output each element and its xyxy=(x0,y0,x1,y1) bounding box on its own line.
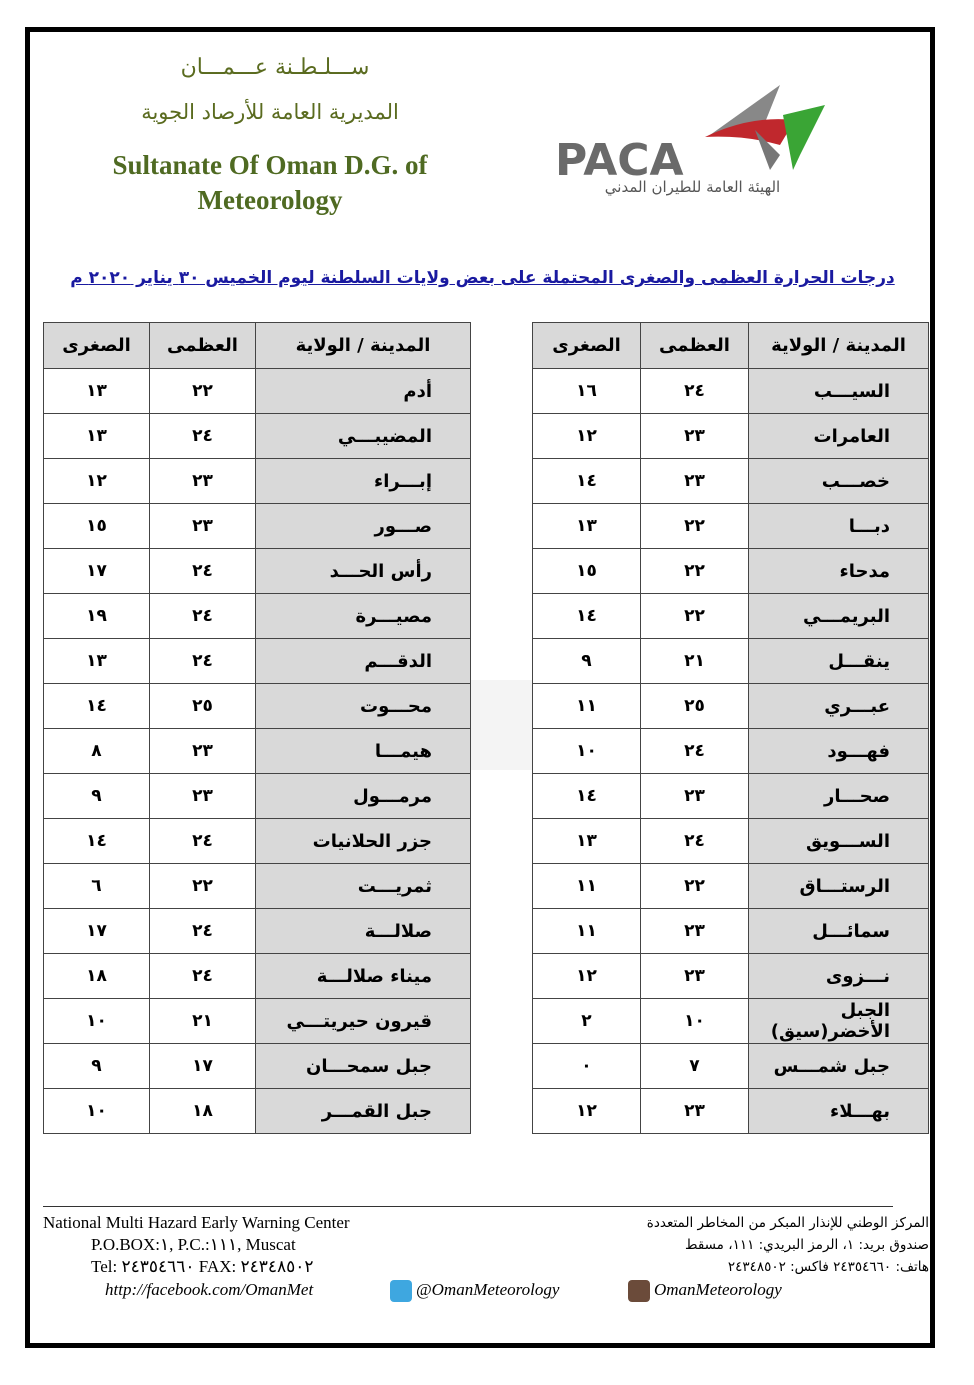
footer-phone-en: Tel: ٢٤٣٥٤٦٦٠ FAX: ٢٤٣٤٨٥٠٢ xyxy=(91,1257,314,1276)
city-cell: قيرون حيريتـــي xyxy=(256,999,471,1044)
table-row xyxy=(533,594,929,639)
left-forecast-table xyxy=(43,322,471,1134)
footer-center-name-en: National Multi Hazard Early Warning Center xyxy=(43,1213,350,1232)
column-header-city: المدينة / الولاية xyxy=(256,323,471,369)
table-row xyxy=(44,414,471,459)
table-row xyxy=(533,1089,929,1134)
table-header-row xyxy=(533,323,929,369)
min-temp-cell: ١٢ xyxy=(533,954,641,999)
min-temp-cell: ١٨ xyxy=(44,954,150,999)
table-row xyxy=(533,954,929,999)
min-temp-cell: ٩ xyxy=(44,1044,150,1089)
city-cell: المضيبـــي xyxy=(256,414,471,459)
city-cell: أدم xyxy=(256,369,471,414)
table-row xyxy=(533,414,929,459)
min-temp-cell: ١٠ xyxy=(44,1089,150,1134)
max-temp-cell: ٢٤ xyxy=(150,594,256,639)
table-header-row xyxy=(44,323,471,369)
city-cell: جزر الحلانيات xyxy=(256,819,471,864)
max-temp-cell: ٢٤ xyxy=(150,639,256,684)
max-temp-cell: ٢٣ xyxy=(641,459,749,504)
min-temp-cell: ١٥ xyxy=(44,504,150,549)
min-temp-cell: ١٧ xyxy=(44,549,150,594)
max-temp-cell: ٢٣ xyxy=(641,414,749,459)
table-row xyxy=(44,1089,471,1134)
max-temp-cell: ٢٤ xyxy=(150,819,256,864)
logo-wing-red xyxy=(705,119,795,145)
table-row xyxy=(44,774,471,819)
city-cell: مرمـــول xyxy=(256,774,471,819)
logo-text: PACA xyxy=(555,135,684,186)
min-temp-cell: ١٠ xyxy=(533,729,641,774)
forecast-title: درجات الحرارة العظمى والصغرى المحتملة على بعض ولايات السلطنة ليوم الخميس ٣٠ يناير ٢٠٢٠ م xyxy=(70,268,895,288)
city-cell: عبـــري xyxy=(749,684,929,729)
min-temp-cell: ١٥ xyxy=(533,549,641,594)
min-temp-cell: ١٦ xyxy=(533,369,641,414)
column-header-min: الصغرى xyxy=(44,323,150,369)
min-temp-cell: ٠ xyxy=(533,1044,641,1089)
table-row xyxy=(44,504,471,549)
city-cell: مدحاء xyxy=(749,549,929,594)
city-cell: إبـــراء xyxy=(256,459,471,504)
twitter-handle[interactable] xyxy=(390,1280,559,1302)
city-cell: جبل شمـــس xyxy=(749,1044,929,1089)
min-temp-cell: ١٣ xyxy=(533,819,641,864)
footer-address-ar: صندوق بريد: ١، الرمز البريدي: ١١١، مسقط xyxy=(685,1237,929,1253)
table-row xyxy=(533,1044,929,1089)
min-temp-cell: ١٤ xyxy=(533,774,641,819)
min-temp-cell: ١٤ xyxy=(533,459,641,504)
table-row xyxy=(44,639,471,684)
max-temp-cell: ٢٤ xyxy=(641,729,749,774)
city-cell: ينقـــل xyxy=(749,639,929,684)
city-cell: صحـــار xyxy=(749,774,929,819)
column-header-max: العظمى xyxy=(641,323,749,369)
max-temp-cell: ٢٣ xyxy=(641,1089,749,1134)
max-temp-cell: ٢٢ xyxy=(641,549,749,594)
table-row xyxy=(533,459,929,504)
table-row xyxy=(44,864,471,909)
table-row xyxy=(44,1044,471,1089)
max-temp-cell: ٢٥ xyxy=(150,684,256,729)
city-cell: هيمـــا xyxy=(256,729,471,774)
max-temp-cell: ٢٤ xyxy=(150,549,256,594)
city-cell: مصيـــرة xyxy=(256,594,471,639)
max-temp-cell: ٢٥ xyxy=(641,684,749,729)
min-temp-cell: ١٩ xyxy=(44,594,150,639)
city-cell: الجبل الأخضر(سيق) xyxy=(749,999,929,1044)
city-cell: دبـــا xyxy=(749,504,929,549)
twitter-icon xyxy=(390,1280,412,1302)
min-temp-cell: ١١ xyxy=(533,864,641,909)
header-english-line2: Meteorology xyxy=(197,185,343,215)
table-row xyxy=(533,909,929,954)
footer-address-en: P.O.BOX:١, P.C.:١١١, Muscat xyxy=(91,1235,296,1254)
max-temp-cell: ٢٢ xyxy=(641,864,749,909)
facebook-link[interactable]: http://facebook.com/OmanMet xyxy=(105,1280,314,1299)
table-row xyxy=(533,639,929,684)
min-temp-cell: ٦ xyxy=(44,864,150,909)
header-arabic-directorate: المديرية العامة للأرصاد الجوية xyxy=(141,100,399,124)
min-temp-cell: ١٣ xyxy=(44,414,150,459)
min-temp-cell: ١١ xyxy=(533,684,641,729)
min-temp-cell: ١١ xyxy=(533,909,641,954)
city-cell: ثمريـــت xyxy=(256,864,471,909)
min-temp-cell: ١٣ xyxy=(533,504,641,549)
table-row xyxy=(44,819,471,864)
table-row xyxy=(533,774,929,819)
table-row xyxy=(533,504,929,549)
city-cell: بهـــلاء xyxy=(749,1089,929,1134)
city-cell: الســـويق xyxy=(749,819,929,864)
max-temp-cell: ٢٢ xyxy=(150,864,256,909)
table-row xyxy=(533,549,929,594)
logo-subtitle: الهيئة العامة للطيران المدني xyxy=(604,178,781,196)
min-temp-cell: ١٢ xyxy=(44,459,150,504)
city-cell: محـــوت xyxy=(256,684,471,729)
city-cell: البريمـــي xyxy=(749,594,929,639)
footer-arabic xyxy=(549,1212,929,1278)
header-english-line1: Sultanate Of Oman D.G. of xyxy=(112,150,428,180)
footer-phone-ar: هاتف: ٢٤٣٥٤٦٦٠ فاكس: ٢٤٣٤٨٥٠٢ xyxy=(727,1259,929,1275)
max-temp-cell: ٢٣ xyxy=(150,504,256,549)
city-cell: جبل القمـــر xyxy=(256,1089,471,1134)
max-temp-cell: ٢٤ xyxy=(641,369,749,414)
max-temp-cell: ٢٤ xyxy=(150,954,256,999)
min-temp-cell: ٨ xyxy=(44,729,150,774)
column-header-city: المدينة / الولاية xyxy=(749,323,929,369)
min-temp-cell: ٢ xyxy=(533,999,641,1044)
min-temp-cell: ١٣ xyxy=(44,639,150,684)
city-cell: فهـــود xyxy=(749,729,929,774)
max-temp-cell: ٢٤ xyxy=(150,909,256,954)
max-temp-cell: ١٧ xyxy=(150,1044,256,1089)
table-row xyxy=(44,684,471,729)
table-row xyxy=(533,999,929,1044)
city-cell: جبل سمحـــان xyxy=(256,1044,471,1089)
min-temp-cell: ١٣ xyxy=(44,369,150,414)
header-english-title xyxy=(80,148,460,218)
table-row xyxy=(533,864,929,909)
instagram-icon xyxy=(628,1280,650,1302)
table-row xyxy=(44,954,471,999)
min-temp-cell: ١٠ xyxy=(44,999,150,1044)
twitter-handle-text: @OmanMeteorology xyxy=(416,1280,560,1299)
max-temp-cell: ٢٢ xyxy=(150,369,256,414)
city-cell: خصـــب xyxy=(749,459,929,504)
max-temp-cell: ٢٣ xyxy=(641,909,749,954)
table-row xyxy=(44,999,471,1044)
min-temp-cell: ١٤ xyxy=(533,594,641,639)
table-row xyxy=(533,729,929,774)
min-temp-cell: ٩ xyxy=(44,774,150,819)
max-temp-cell: ١٠ xyxy=(641,999,749,1044)
table-row xyxy=(44,729,471,774)
instagram-handle[interactable] xyxy=(628,1280,782,1302)
min-temp-cell: ١٢ xyxy=(533,1089,641,1134)
header-arabic-sultanate: ســـلـطـنة عـــمـــان xyxy=(180,55,370,80)
city-cell: الرستـــاق xyxy=(749,864,929,909)
city-cell: صـــور xyxy=(256,504,471,549)
table-row xyxy=(44,369,471,414)
max-temp-cell: ٢٤ xyxy=(641,819,749,864)
max-temp-cell: ٢٣ xyxy=(150,729,256,774)
footer-english xyxy=(43,1212,443,1278)
max-temp-cell: ٢٣ xyxy=(150,774,256,819)
right-forecast-table xyxy=(532,322,929,1134)
table-row xyxy=(44,594,471,639)
max-temp-cell: ٢١ xyxy=(150,999,256,1044)
table-row xyxy=(44,909,471,954)
city-cell: نـــزوى xyxy=(749,954,929,999)
max-temp-cell: ٢٣ xyxy=(641,954,749,999)
column-header-max: العظمى xyxy=(150,323,256,369)
footer-social-links xyxy=(100,1280,860,1306)
city-cell: العامرات xyxy=(749,414,929,459)
table-row xyxy=(533,684,929,729)
table-row xyxy=(533,819,929,864)
city-cell: سمائـــل xyxy=(749,909,929,954)
instagram-handle-text: OmanMeteorology xyxy=(654,1280,782,1299)
min-temp-cell: ١٤ xyxy=(44,684,150,729)
max-temp-cell: ٢٢ xyxy=(641,504,749,549)
min-temp-cell: ٩ xyxy=(533,639,641,684)
column-header-min: الصغرى xyxy=(533,323,641,369)
city-cell: صلالـــة xyxy=(256,909,471,954)
max-temp-cell: ٢٣ xyxy=(641,774,749,819)
city-cell: الدقـــم xyxy=(256,639,471,684)
logo-wing-green xyxy=(783,105,825,170)
footer-center-name-ar: المركز الوطني للإنذار المبكر من المخاطر المتعددة xyxy=(646,1215,929,1231)
footer-divider xyxy=(43,1206,893,1207)
city-cell: ميناء صلالـــة xyxy=(256,954,471,999)
min-temp-cell: ١٤ xyxy=(44,819,150,864)
max-temp-cell: ٢٤ xyxy=(150,414,256,459)
min-temp-cell: ١٧ xyxy=(44,909,150,954)
city-cell: رأس الحـــد xyxy=(256,549,471,594)
table-row xyxy=(533,369,929,414)
table-row xyxy=(44,459,471,504)
max-temp-cell: ٢٣ xyxy=(150,459,256,504)
max-temp-cell: ١٨ xyxy=(150,1089,256,1134)
min-temp-cell: ١٢ xyxy=(533,414,641,459)
max-temp-cell: ٧ xyxy=(641,1044,749,1089)
max-temp-cell: ٢١ xyxy=(641,639,749,684)
city-cell: السيـــب xyxy=(749,369,929,414)
max-temp-cell: ٢٢ xyxy=(641,594,749,639)
table-row xyxy=(44,549,471,594)
